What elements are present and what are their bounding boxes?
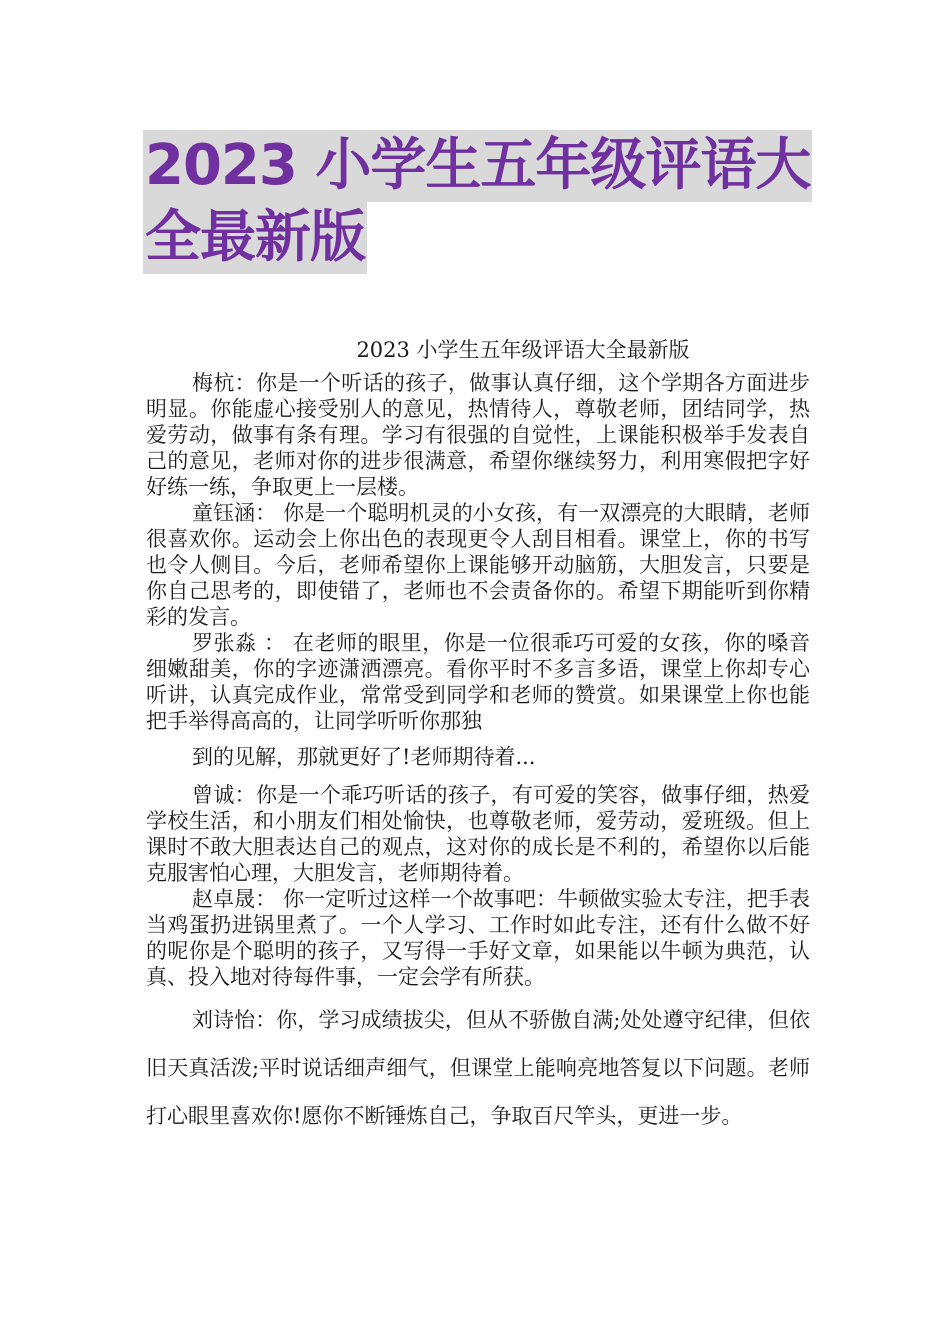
comment-paragraph: 赵卓晟： 你一定听过这样一个故事吧：牛顿做实验太专注，把手表当鸡蛋扔进锅里煮了。一个人学习、工作时如此专注，还有什么做不好的呢你是个聪明的孩子，又写得一手好文章，如果能以牛顿为典范，认真、投入地对待每件事，一定会学有所获。 bbox=[146, 887, 810, 989]
document-title bbox=[143, 130, 823, 274]
comment-paragraph: 童钰涵： 你是一个聪明机灵的小女孩，有一双漂亮的大眼睛，老师很喜欢你。运动会上你出色的表现更令人刮目相看。课堂上，你的书写也令人侧目。今后，老师希望你上课能够开动脑筋，大胆发言，只要是你自己思考的，即使错了，老师也不会责备你的。希望下期能听到你精彩的发言。 bbox=[146, 501, 810, 629]
title-line-1: 2023 小学生五年级评语大 bbox=[143, 130, 812, 202]
comment-text-tail: 到的见解，那就更好了!老师期待着... bbox=[192, 745, 536, 769]
comment-paragraph: 梅杭：你是一个听话的孩子，做事认真仔细，这个学期各方面进步明显。你能虚心接受别人的意见，热情待人，尊敬老师，团结同学，热爱劳动，做事有条有理。学习有很强的自觉性，上课能积极举手发表自己的意见，老师对你的进步很满意，希望你继续努力，利用寒假把字好好练一练，争取更上一层楼。 bbox=[146, 371, 810, 499]
document-subtitle: 2023 小学生五年级评语大全最新版 bbox=[356, 338, 690, 362]
document-body bbox=[146, 370, 810, 1140]
comment-text: 罗张淼 ： 在老师的眼里，你是一位很乖巧可爱的女孩，你的嗓音细嫩甜美，你的字迹潇洒漂亮。看你平时不多言多语，课堂上你却专心听讲，认真完成作业，常常受到同学和老师的赞赏。如果课堂上你也能把手举得高高的，让同学听听你那独 bbox=[146, 631, 810, 733]
comment-paragraph: 刘诗怡：你，学习成绩拔尖，但从不骄傲自满;处处遵守纪律，但依旧天真活泼;平时说话细声细气，但课堂上能响亮地答复以下问题。老师打心眼里喜欢你!愿你不断锤炼自己，争取百尺竿头，更进一步。 bbox=[146, 1008, 810, 1128]
comment-paragraph bbox=[146, 630, 810, 770]
comment-paragraph: 曾诚：你是一个乖巧听话的孩子，有可爱的笑容，做事仔细，热爱学校生活，和小朋友们相处愉快，也尊敬老师，爱劳动，爱班级。但上课时不敢大胆表达自己的观点，这对你的成长是不利的，希望你以后能克服害怕心理，大胆发言，老师期待着。 bbox=[146, 783, 810, 885]
title-line-2: 全最新版 bbox=[143, 202, 367, 274]
